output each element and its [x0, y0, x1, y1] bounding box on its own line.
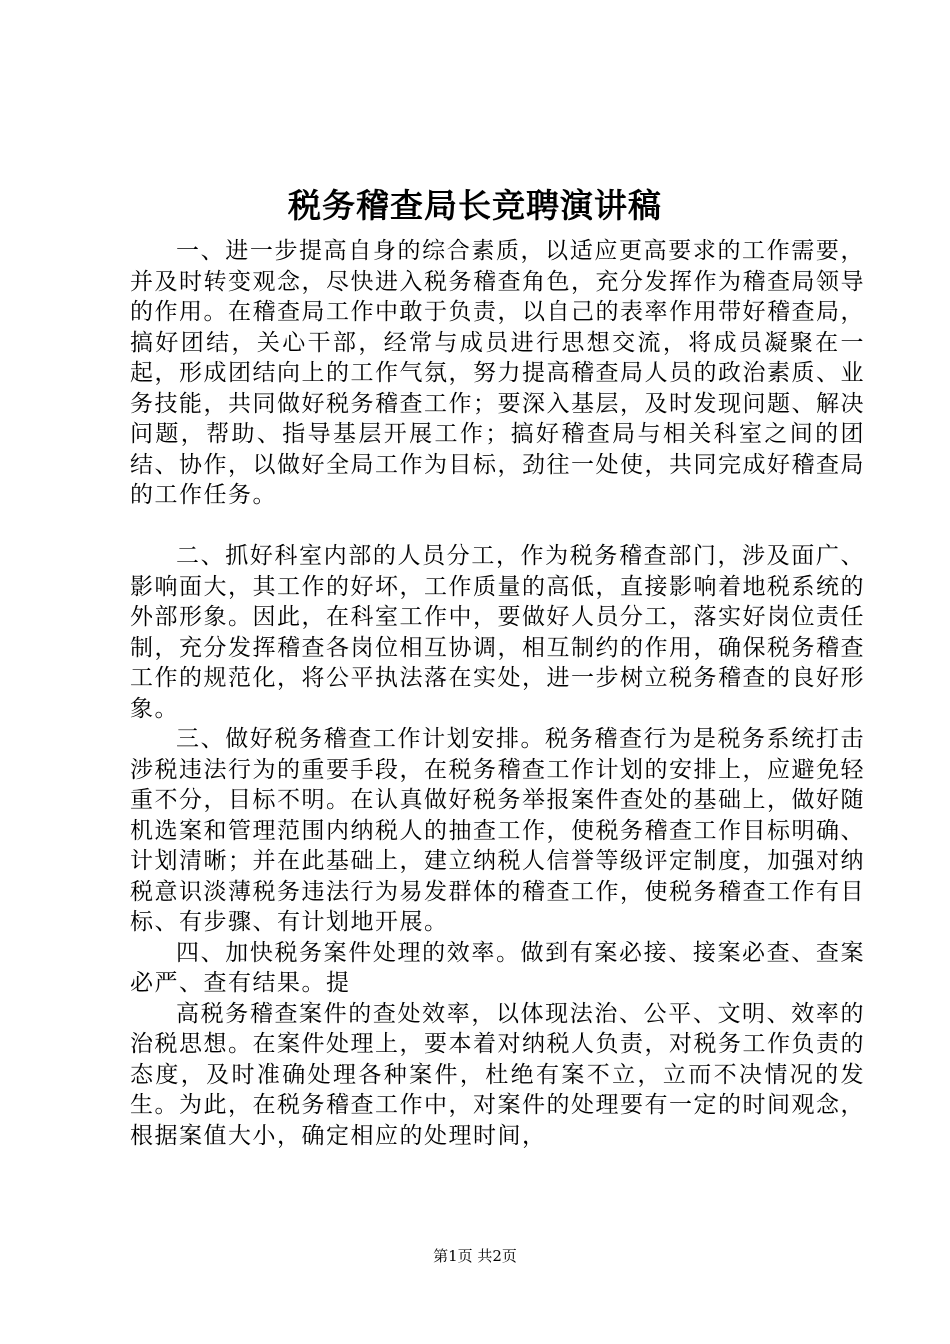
paragraph-1: 一、进一步提高自身的综合素质，以适应更高要求的工作需要，并及时转变观念，尽快进入税务稽查角色，充分发挥作为稽查局领导的作用。在稽查局工作中敢于负责，以自己的表率作用带好稽查局，搞好团结，关心干部，经常与成员进行思想交流，将成员凝聚在一起，形成团结向上的工作气氛，努力提高稽查局人员的政治素质、业务技能，共同做好税务稽查工作；要深入基层，及时发现问题、解决问题，帮助、指导基层开展工作；搞好稽查局与相关科室之间的团结、协作，以做好全局工作为目标，劲往一处使，共同完成好稽查局的工作任务。 — [130, 238, 865, 508]
page-footer: 第1页 共2页 — [433, 1247, 517, 1265]
paragraph-5: 高税务稽查案件的查处效率，以体现法治、公平、文明、效率的治税思想。在案件处理上，要本着对纳税人负责，对税务工作负责的态度，及时准确处理各种案件，杜绝有案不立，立而不决情况的发生。为此，在税务稽查工作中，对案件的处理要有一定的时间观念，根据案值大小，确定相应的处理时间， — [130, 1000, 865, 1149]
paragraph-gap — [130, 511, 865, 542]
paragraph-3: 三、做好税务稽查工作计划安排。税务稽查行为是税务系统打击涉税违法行为的重要手段，在税务稽查工作计划的安排上，应避免轻重不分，目标不明。在认真做好税务举报案件查处的基础上，做好随机选案和管理范围内纳税人的抽查工作，使税务稽查工作目标明确、计划清晰；并在此基础上，建立纳税人信誉等级评定制度，加强对纳税意识淡薄税务违法行为易发群体的稽查工作，使税务稽查工作有目标、有步骤、有计划地开展。 — [130, 726, 865, 935]
paragraph-4: 四、加快税务案件处理的效率。做到有案必接、接案必查、查案必严、查有结果。提 — [130, 939, 865, 996]
document-body — [130, 236, 865, 1151]
paragraph-2: 二、抓好科室内部的人员分工，作为税务稽查部门，涉及面广、影响面大，其工作的好坏，工作质量的高低，直接影响着地税系统的外部形象。因此，在科室工作中，要做好人员分工，落实好岗位责任制，充分发挥稽查各岗位相互协调，相互制约的作用，确保税务稽查工作的规范化，将公平执法落在实处，进一步树立税务稽查的良好形象。 — [130, 543, 865, 722]
document-title: 税务稽查局长竞聘演讲稿 — [288, 186, 662, 225]
